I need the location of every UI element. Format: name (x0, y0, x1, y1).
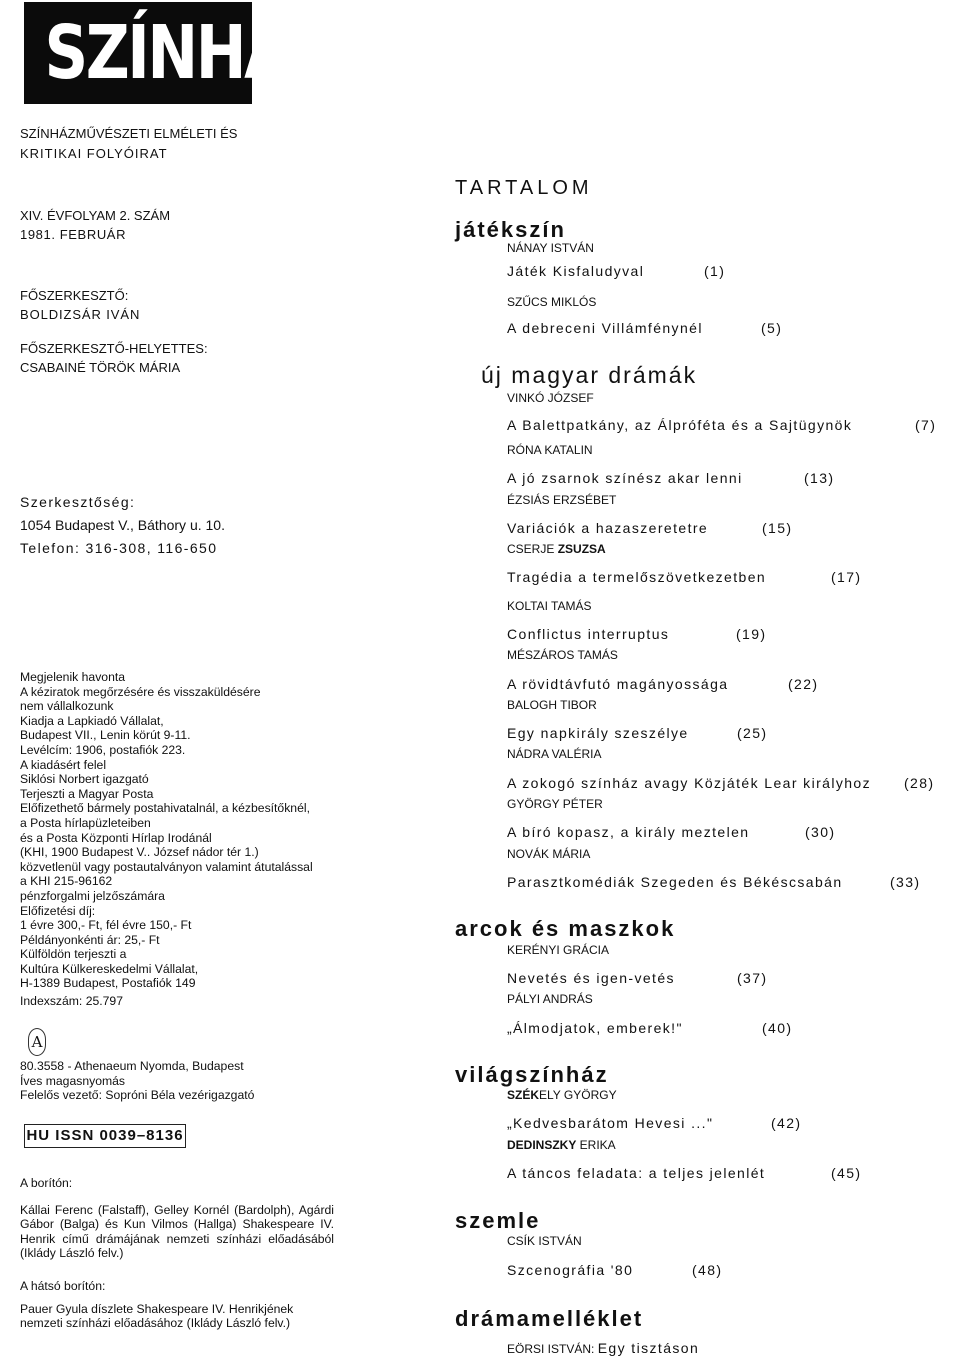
printer-line: Íves magasnyomás (20, 1074, 125, 1088)
publisher-line: Terjeszti a Magyar Posta (20, 786, 154, 801)
publisher-info (20, 670, 340, 991)
entry-author: SZŰCS MIKLÓS (507, 295, 597, 309)
entry-title: Parasztkomédiák Szegeden és Békéscsabán (507, 874, 843, 890)
subtitle-line1: SZÍNHÁZMŰVÉSZETI ELMÉLETI ÉS (20, 126, 238, 141)
entry-title: A zokogó színház avagy Közjáték Lear királyhoz (507, 775, 872, 791)
issn-box: HU ISSN 0039–8136 (24, 1124, 186, 1148)
deputy-editor-label: FŐSZERKESZTŐ-HELYETTES: (20, 341, 208, 356)
magazine-logo (24, 2, 331, 104)
section-jatekszin: játékszín (455, 217, 566, 242)
entry-page: (5) (761, 320, 783, 336)
publisher-line: a KHI 215-96162 (20, 874, 113, 889)
entry-author-part: CSERJE (507, 542, 558, 556)
publisher-line: H-1389 Budapest, Postafiók 149 (20, 976, 196, 991)
printer-line: 80.3558 - Athenaeum Nyomda, Budapest (20, 1059, 244, 1073)
entry-page: (30) (805, 824, 836, 840)
section-arcok-es-maszkok: arcok és maszkok (455, 916, 676, 941)
entry-page: (25) (737, 725, 768, 741)
publisher-line: nem vállalkozunk (20, 699, 114, 714)
entry-title: A jó zsarnok színész akar lenni (507, 470, 743, 486)
entry-author: BALOGH TIBOR (507, 698, 597, 712)
publisher-line: Előfizethető bármely postahivatalnál, a kézbesítőknél, (20, 801, 310, 816)
entry-author (507, 1138, 616, 1152)
contents-title: TARTALOM (455, 177, 593, 199)
editor-label: FŐSZERKESZTŐ: (20, 288, 129, 303)
publisher-line: Siklósi Norbert igazgató (20, 772, 149, 787)
entry-author-part: ELY GYÖRGY (539, 1088, 617, 1102)
entry-title: A debreceni Villámfénynél (507, 320, 703, 336)
entry-page: (19) (736, 626, 767, 642)
back-cover-block (20, 1279, 334, 1331)
entry-title: Nevetés és igen-vetés (507, 970, 675, 986)
back-cover-line: Pauer Gyula díszlete Shakespeare IV. Henrikjének (20, 1301, 294, 1316)
entry-page: (22) (788, 676, 819, 692)
publisher-stamp-icon: A (28, 1028, 46, 1056)
publisher-line: Kiadja a Lapkiadó Vállalat, (20, 713, 164, 728)
entry-author: NÁDRA VALÉRIA (507, 747, 602, 761)
entry-page: (37) (737, 970, 768, 986)
publisher-line: A kiadásért felel (20, 757, 107, 772)
section-vilagszinhaz: világszínház (455, 1062, 609, 1087)
index-number: Indexszám: 25.797 (20, 994, 123, 1008)
entry-title: Játék Kisfaludyval (507, 263, 645, 279)
volume: XIV. ÉVFOLYAM 2. SZÁM (20, 208, 171, 223)
publisher-line: Példányonkénti ár: 25,- Ft (20, 932, 160, 947)
issue-date: 1981. FEBRUÁR (20, 227, 127, 242)
entry-title: Tragédia a termelőszövetkezetben (507, 569, 767, 585)
supplement-entry (507, 1340, 699, 1358)
entry-page: (33) (890, 874, 921, 890)
entry-page: (45) (831, 1165, 862, 1181)
entry-author-part: ERIKA (576, 1138, 616, 1152)
entry-title: Variációk a hazaszeretetre (507, 520, 709, 536)
entry-author (507, 542, 606, 556)
publisher-line: A kéziratok megőrzésére és visszaküldésére (20, 684, 261, 699)
section-uj-magyar-dramak: új magyar drámák (481, 362, 698, 388)
entry-page: (17) (831, 569, 862, 585)
publisher-line: a Posta hírlapüzleteiben (20, 815, 151, 830)
entry-author: GYÖRGY PÉTER (507, 797, 603, 811)
entry-page: (48) (692, 1262, 723, 1278)
entry-title: „Kedvesbarátom Hevesi ..." (507, 1115, 714, 1131)
back-cover-label: A hátsó borítón: (20, 1279, 106, 1293)
section-dramamelleklet: drámamelléklet (455, 1306, 644, 1331)
publisher-line: Előfizetési díj: (20, 903, 96, 918)
entry-title: Szcenográfia '80 (507, 1262, 634, 1278)
entry-author: ÉZSIÁS ERZSÉBET (507, 493, 617, 507)
entry-page: (1) (704, 263, 726, 279)
entry-author (507, 1088, 617, 1102)
publisher-line: (KHI, 1900 Budapest V.. József nádor tér 1.) (20, 845, 259, 860)
entry-author: RÓNA KATALIN (507, 443, 593, 457)
publisher-line: 1 évre 300,- Ft, fél évre 150,- Ft (20, 918, 192, 933)
entry-page: (42) (771, 1115, 802, 1131)
entry-author-part-bold: ZSUZSA (557, 542, 606, 556)
entry-page: (40) (762, 1020, 793, 1036)
entry-title: Egy napkirály szeszélye (507, 725, 689, 741)
publisher-line: Levélcím: 1906, postafiók 223. (20, 742, 186, 757)
entry-author-part-bold: SZÉK (507, 1088, 540, 1102)
entry-title: Conflictus interruptus (507, 626, 670, 642)
publisher-line: Külföldön terjeszti a (20, 947, 127, 962)
entry-page: (13) (804, 470, 835, 486)
entry-author: NÁNAY ISTVÁN (507, 241, 594, 255)
entry-title: A rövidtávfutó magányossága (507, 676, 729, 692)
section-szemle: szemle (455, 1208, 541, 1233)
deputy-editor-name: CSABAINÉ TÖRÖK MÁRIA (20, 360, 181, 375)
entry-page: (7) (915, 417, 937, 433)
entry-author-part-bold: DEDINSZKY (507, 1138, 577, 1152)
publisher-line: Kultúra Külkereskedelmi Vállalat, (20, 961, 199, 976)
subtitle-line2: KRITIKAI FOLYÓIRAT (20, 146, 168, 161)
office-label: Szerkesztőség: (20, 494, 136, 510)
entry-title: A bíró kopasz, a király meztelen (507, 824, 750, 840)
publisher-line: Budapest VII., Lenin körút 9-11. (20, 728, 191, 743)
entry-author: MÉSZÁROS TAMÁS (507, 648, 618, 662)
entry-page: (15) (762, 520, 793, 536)
entry-author: EÖRSI ISTVÁN: (507, 1342, 598, 1356)
entry-author: CSÍK ISTVÁN (507, 1234, 582, 1248)
entry-author: PÁLYI ANDRÁS (507, 992, 593, 1006)
entry-author: VINKÓ JÓZSEF (507, 391, 594, 405)
entry-author: KOLTAI TAMÁS (507, 599, 592, 613)
entry-title: A táncos feladata: a teljes jelenlét (507, 1165, 766, 1181)
logo-text: SZÍNHÁZ (44, 10, 331, 96)
publisher-line: és a Posta Központi Hírlap Irodánál (20, 830, 212, 845)
printer-line: Felelős vezető: Sopróni Béla vezérigazgató (20, 1088, 255, 1102)
publisher-line: pénzforgalmi jelzőszámára (20, 888, 165, 903)
cover-label: A borítón: (20, 1176, 73, 1190)
back-cover-line: nemzeti színházi előadásához (Iklády László felv.) (20, 1316, 291, 1331)
entry-title: A Balettpatkány, az Álpróféta és a Sajtügynök (507, 417, 853, 433)
entry-page: (28) (904, 775, 935, 791)
cover-caption-block (20, 1176, 334, 1261)
entry-title: „Álmodjatok, emberek!" (507, 1020, 683, 1036)
publisher-line: közvetlenül vagy postautalványon valamint átutalással (20, 859, 313, 874)
office-phone: Telefon: 316-308, 116-650 (20, 540, 218, 556)
publisher-line: Megjelenik havonta (20, 670, 126, 684)
entry-author: KERÉNYI GRÁCIA (507, 943, 610, 957)
entry-title: Egy tisztáson (597, 1340, 700, 1356)
editor-name: BOLDIZSÁR IVÁN (20, 307, 141, 322)
office-address: 1054 Budapest V., Báthory u. 10. (20, 517, 225, 533)
entry-author: NOVÁK MÁRIA (507, 847, 591, 861)
cover-caption: Kállai Ferenc (Falstaff), Gelley Kornél (Bardolph), Agárdi Gábor (Balga) és Kun Vilmos (Hallga) Shakespeare IV. Henrik című drámájának nemzeti színházi előadásából (Iklády László felv.) (20, 1202, 334, 1261)
